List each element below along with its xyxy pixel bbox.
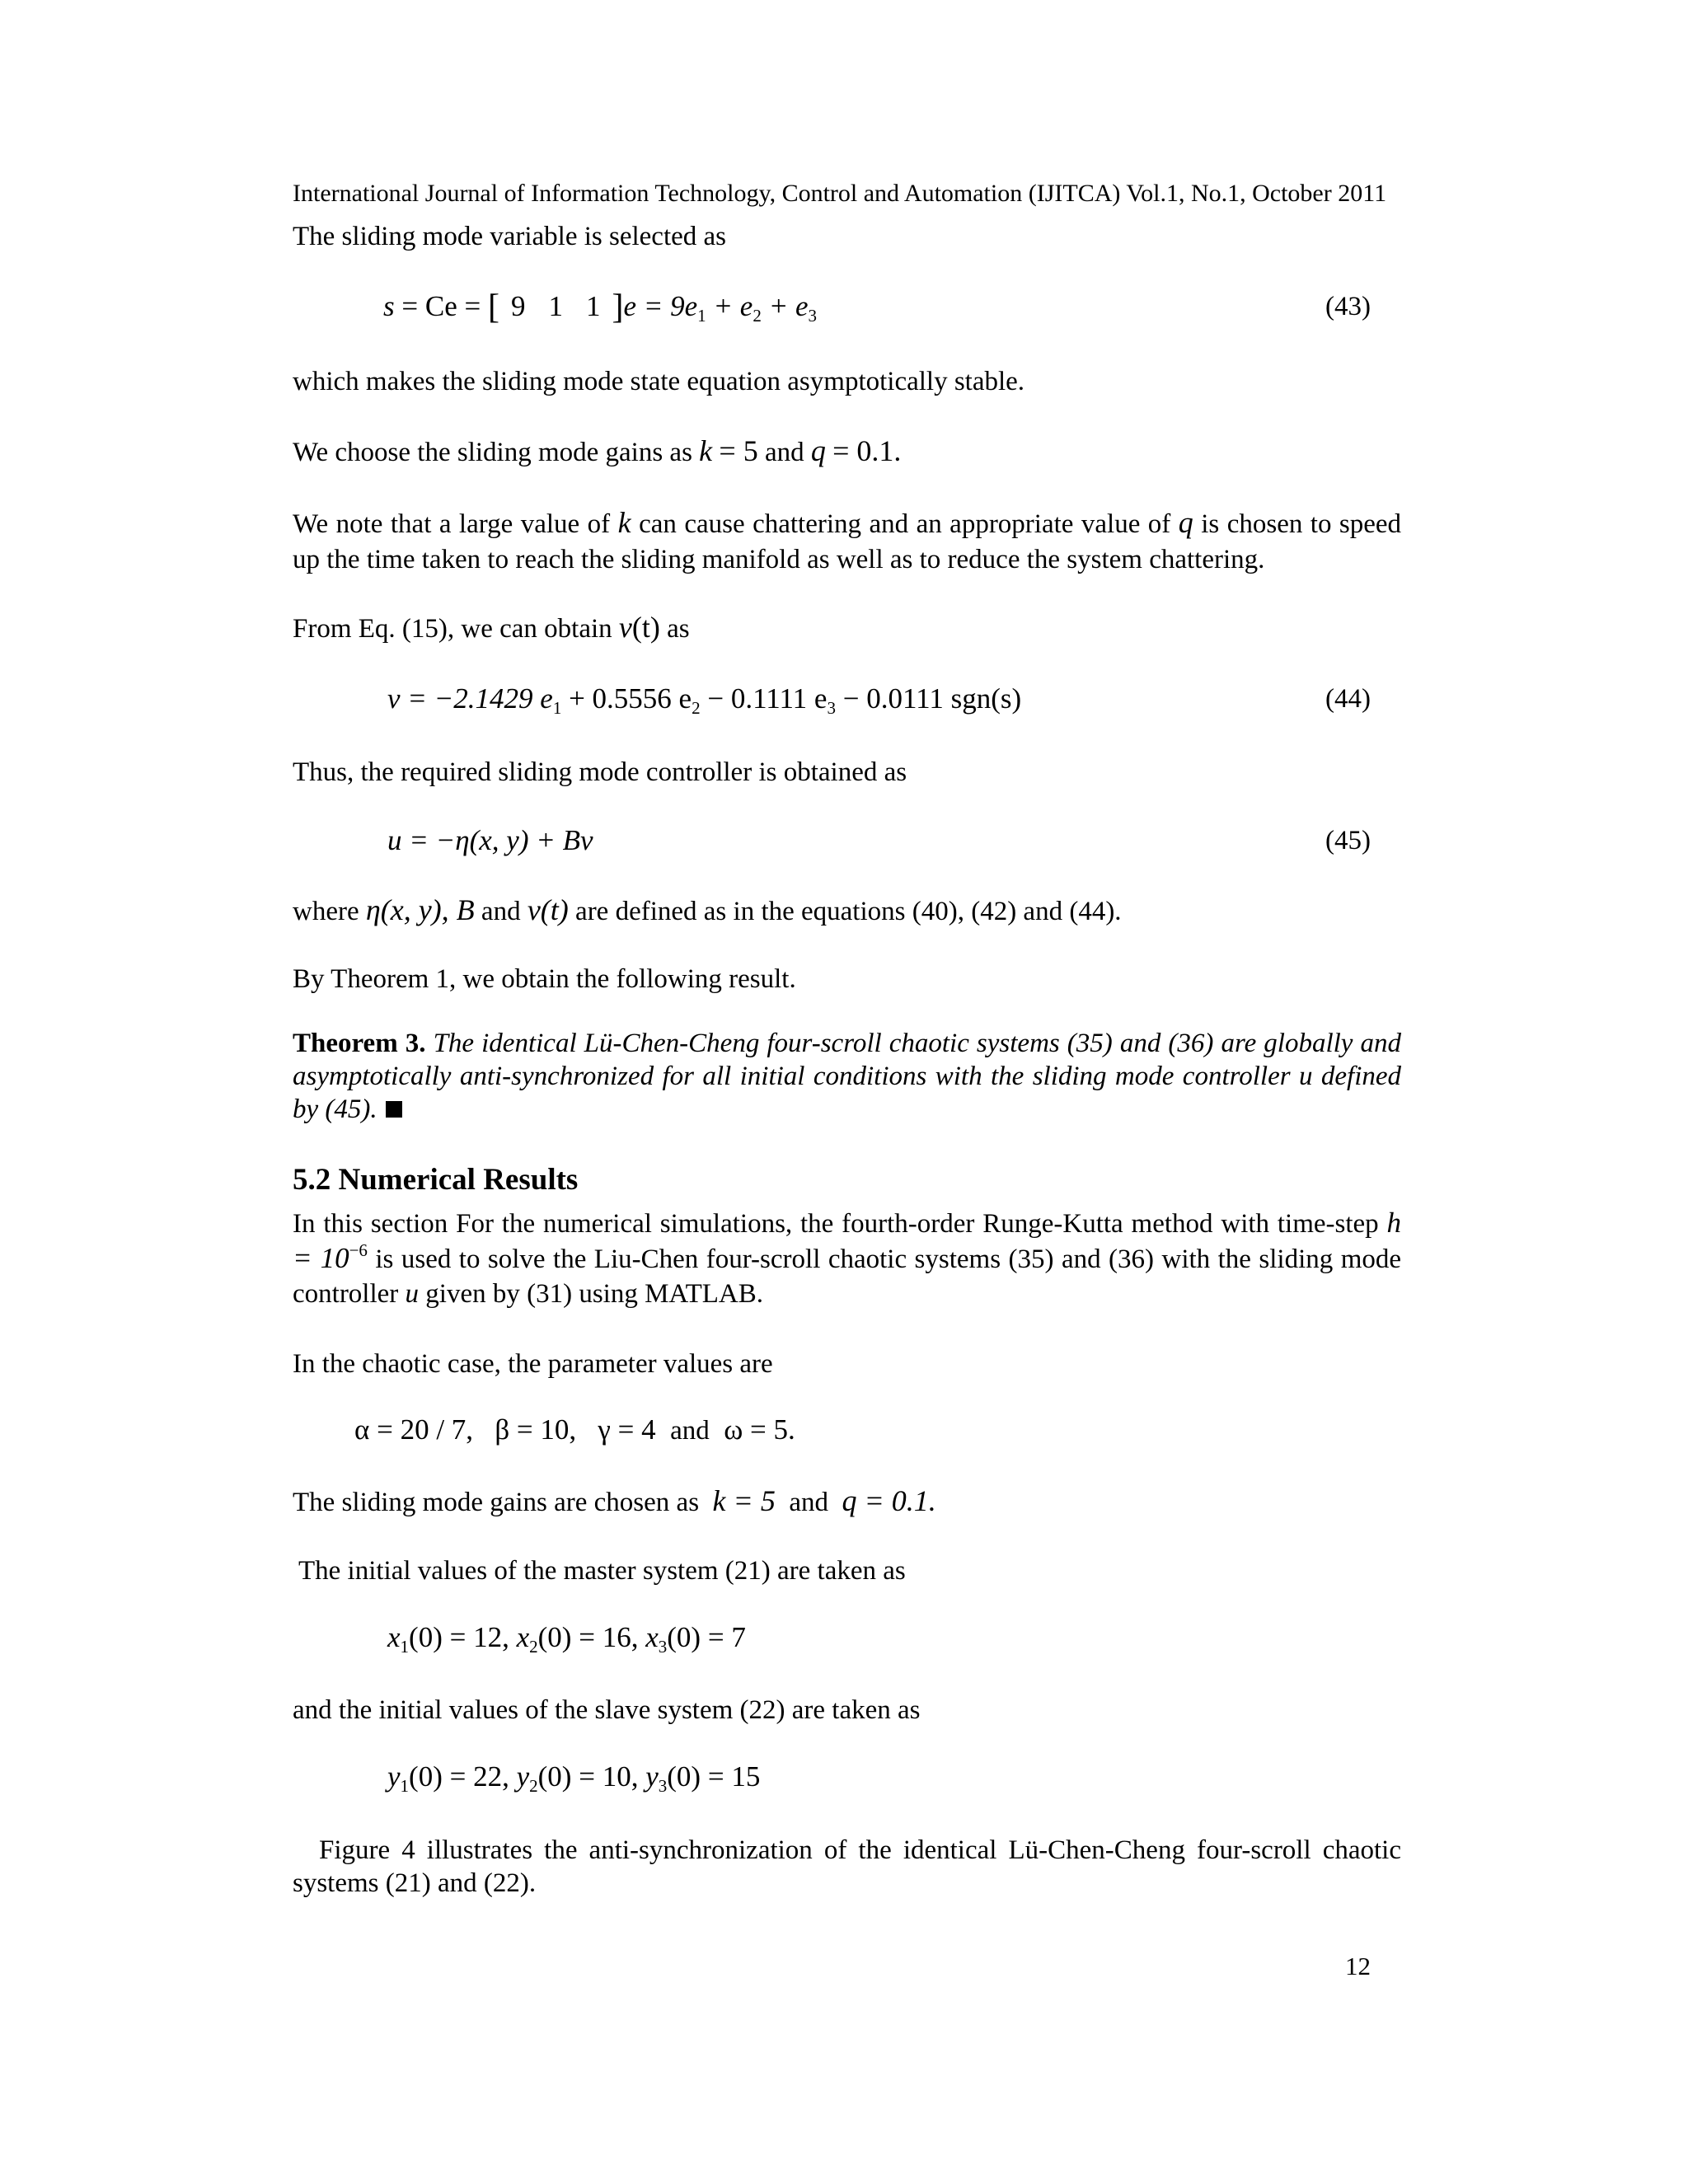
running-header: International Journal of Information Technology, Control and Automation (IJITCA) Vol.1, No.1, October 2011 xyxy=(293,180,1387,207)
equation-master-initial: $x_1(0) = 12$, $x_2(0) = 16$, $x_3(0) = 7$ xyxy=(387,1621,746,1657)
paragraph-gains-chosen: The sliding mode gains are chosen as k = 5 and q = 0.1. xyxy=(293,1484,936,1517)
equation-44: v = −2.1429 $e_1 + 0.5556$ $e_2 - 0.1111$ $e_3 - 0.0111$ sgn(s) xyxy=(387,682,1022,718)
paragraph-stable: which makes the sliding mode state equation asymptotically stable. xyxy=(293,367,1025,396)
paragraph-section-intro: In this section For the numerical simulations, the fourth-order Runge-Kutta method with time-step $h = 10^{-6}$ is used to solve the Liu-Chen four-scroll chaotic systems (35) and (36) with the sliding mode controller u given by (31) using MATLAB. xyxy=(293,1207,1402,1309)
paragraph-chattering: We note that a large value of k can cause chattering and an appropriate value of q is chosen to speed up the time taken to reach the sliding manifold as well as to reduce the system chattering. xyxy=(293,506,1402,574)
paragraph-chaotic-case: In the chaotic case, the parameter values are xyxy=(293,1349,773,1379)
paragraph-by-theorem: By Theorem 1, we obtain the following result. xyxy=(293,964,796,994)
equation-number-44: (44) xyxy=(1325,684,1371,714)
theorem-3: Theorem 3. The identical Lü-Chen-Cheng four-scroll chaotic systems (35) and (36) are globally and asymptotically anti-synchronized for all initial conditions with the sliding mode controller u defined by (45). xyxy=(293,1029,1402,1124)
paragraph-master: The initial values of the master system (21) are taken as xyxy=(298,1556,906,1586)
theorem-label: Theorem 3. xyxy=(293,1029,426,1058)
eq43-matrix: 9 1 1 xyxy=(510,290,601,322)
equation-parameters: α = 20 / 7, β = 10, γ = 4 and ω = 5. xyxy=(354,1413,795,1446)
equation-45: u = −η(x, y) + Bv xyxy=(387,824,593,856)
paragraph-gains: We choose the sliding mode gains as k = 5 and q = 0.1. xyxy=(293,434,902,467)
equation-43: s = Ce = [ 9 1 1 ]$e = 9e_1 + e_2 + e_3$ xyxy=(383,288,817,326)
paragraph-sliding-variable: The sliding mode variable is selected as xyxy=(293,222,727,251)
paragraph-slave: and the initial values of the slave system (22) are taken as xyxy=(293,1695,921,1725)
eq43-lhs: s xyxy=(383,290,395,322)
equation-number-45: (45) xyxy=(1325,826,1371,855)
equation-number-43: (43) xyxy=(1325,292,1371,321)
eq43-ce: = Ce = xyxy=(401,290,481,322)
page-number: 12 xyxy=(1345,1952,1371,1980)
paragraph-figure-4: Figure 4 illustrates the anti-synchronization of the identical Lü-Chen-Cheng four-scroll chaotic systems (21) and (22). xyxy=(293,1835,1401,1898)
theorem-text: The identical Lü-Chen-Cheng four-scroll chaotic systems (35) and (36) are globally and asymptotically anti-synchronized for all initial conditions with the sliding mode controller xyxy=(293,1029,1401,1091)
paragraph-where: where η(x, y), B and v(t) are defined as in the equations (40), (42) and (44). xyxy=(293,893,1122,926)
qed-square-icon xyxy=(386,1101,402,1118)
equation-slave-initial: $y_1(0) = 22$, $y_2(0) = 10$, $y_3(0) = 15$ xyxy=(387,1760,761,1796)
section-heading: 5.2 Numerical Results xyxy=(293,1163,579,1197)
eq43-rhs: e = 9e xyxy=(623,290,698,322)
paragraph-from-eq: From Eq. (15), we can obtain v(t) as xyxy=(293,611,690,644)
paragraph-thus: Thus, the required sliding mode controller is obtained as xyxy=(293,757,907,787)
